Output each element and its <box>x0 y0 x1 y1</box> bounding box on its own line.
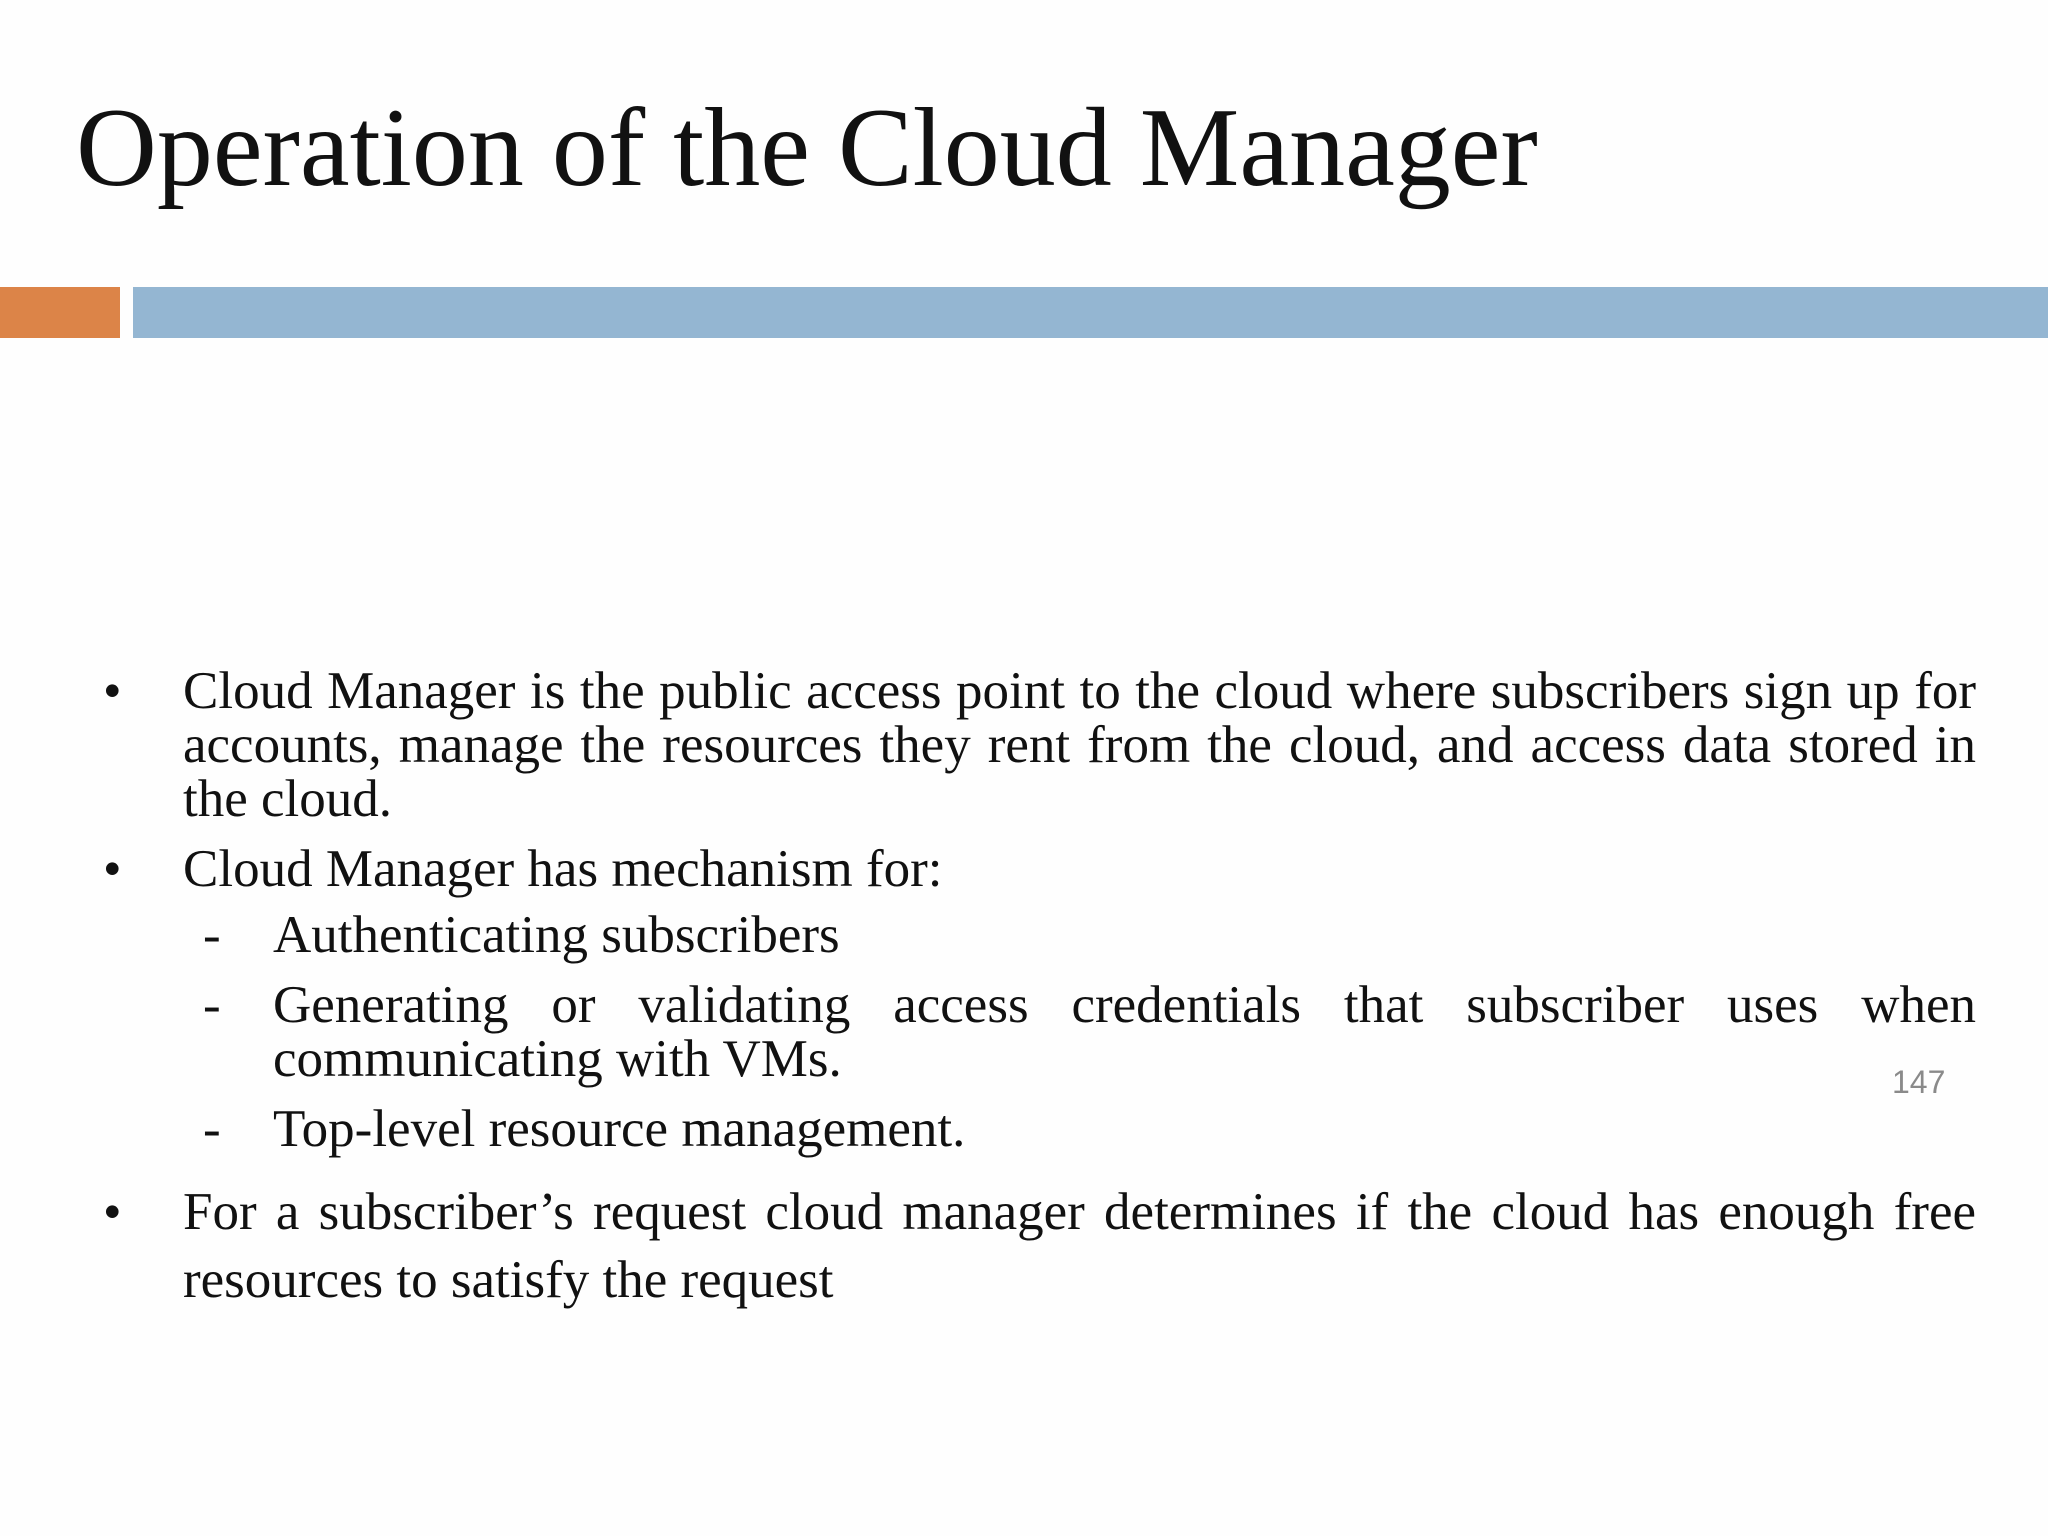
accent-bar-orange <box>0 287 120 338</box>
slide-body <box>0 664 2048 1314</box>
sub-item-text: Top-level resource management. <box>273 1100 966 1158</box>
bullet-text: Cloud Manager is the public access point to the cloud where subscribers sign up for accounts, manage the resources they rent from the cloud, and access data stored in the cloud. <box>183 662 1976 828</box>
bullet-marker: • <box>103 662 122 720</box>
bullet-marker: • <box>103 1183 122 1241</box>
bullet-item <box>103 662 1976 828</box>
sub-item-text: Generating or validating access credentials that subscriber uses when communicating with VMs. <box>273 976 1976 1088</box>
sub-item-text: Authenticating subscribers <box>273 906 840 964</box>
sub-item <box>203 976 1976 1088</box>
dash-marker: - <box>203 1100 221 1158</box>
bullet-text: Cloud Manager has mechanism for: <box>183 840 943 898</box>
bullet-item <box>103 1178 1976 1314</box>
bullet-text: For a subscriber’s request cloud manager determines if the cloud has enough free resources to satisfy the request <box>183 1183 1976 1309</box>
sub-item <box>203 906 1976 964</box>
slide-title: Operation of the Cloud Manager <box>76 86 1538 210</box>
sub-item <box>203 1100 1976 1158</box>
bullet-marker: • <box>103 840 122 898</box>
bullet-item <box>103 840 1976 898</box>
page-number: 147 <box>1892 1064 1946 1100</box>
dash-marker: - <box>203 976 221 1034</box>
dash-marker: - <box>203 906 221 964</box>
accent-bar-blue <box>133 287 2048 338</box>
